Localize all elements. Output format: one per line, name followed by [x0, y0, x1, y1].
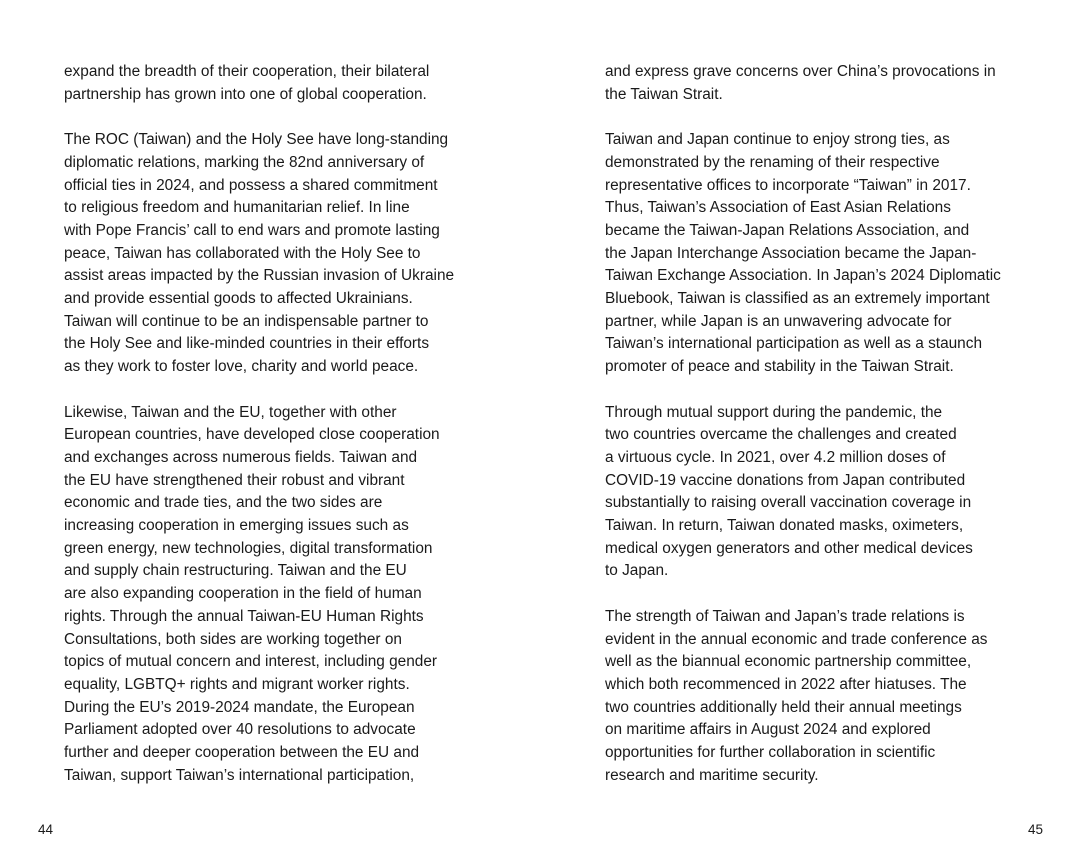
text-line: green energy, new technologies, digital transformation [64, 539, 433, 557]
body-paragraph [64, 129, 484, 379]
left-text-column [64, 61, 484, 810]
text-line: promoter of peace and stability in the Taiwan Strait. [605, 358, 954, 376]
text-line: Taiwan. In return, Taiwan donated masks, oximeters, [605, 517, 964, 535]
text-line: Taiwan, support Taiwan’s international participation, [64, 766, 415, 784]
text-line: increasing cooperation in emerging issues such as [64, 517, 409, 535]
page-number-left: 44 [38, 822, 54, 837]
text-line: the Japan Interchange Association became the Japan- [605, 244, 977, 262]
text-line: opportunities for further collaboration in scientific [605, 744, 936, 762]
text-line: Thus, Taiwan’s Association of East Asian Relations [605, 199, 951, 217]
text-line: The ROC (Taiwan) and the Holy See have long-standing [64, 131, 449, 149]
text-line: economic and trade ties, and the two sides are [64, 494, 383, 512]
text-line: Bluebook, Taiwan is classified as an extremely important [605, 290, 990, 308]
text-line: which both recommenced in 2022 after hiatuses. The [605, 675, 967, 693]
text-line: and express grave concerns over China’s provocations in [605, 63, 996, 80]
text-line: official ties in 2024, and possess a shared commitment [64, 176, 438, 194]
text-line: Consultations, both sides are working together on [64, 630, 402, 648]
text-line: the EU have strengthened their robust and vibrant [64, 471, 405, 489]
body-paragraph [64, 61, 484, 106]
text-line: COVID-19 vaccine donations from Japan contributed [605, 471, 966, 489]
body-paragraph [605, 402, 1045, 584]
text-line: well as the biannual economic partnership committee, [605, 653, 972, 671]
right-page [540, 0, 1080, 863]
text-line: to religious freedom and humanitarian relief. In line [64, 199, 410, 217]
text-line: Likewise, Taiwan and the EU, together with other [64, 403, 397, 421]
text-line: substantially to raising overall vaccination coverage in [605, 494, 972, 512]
text-line: on maritime affairs in August 2024 and explored [605, 721, 931, 739]
text-line: Through mutual support during the pandemic, the [605, 403, 943, 421]
right-text-column [605, 61, 1045, 810]
page-number-right: 45 [1027, 822, 1043, 837]
text-line: became the Taiwan-Japan Relations Association, and [605, 221, 970, 239]
text-line: to Japan. [605, 562, 669, 580]
body-paragraph [605, 606, 1045, 788]
text-line: Taiwan Exchange Association. In Japan’s 2024 Diplomatic [605, 267, 1001, 285]
text-line: with Pope Francis’ call to end wars and promote lasting [64, 221, 440, 239]
text-line: Taiwan’s international participation as well as a staunch [605, 335, 983, 353]
body-paragraph [605, 129, 1045, 379]
text-line: Parliament adopted over 40 resolutions to advocate [64, 721, 416, 739]
text-line: research and maritime security. [605, 766, 819, 784]
text-line: and provide essential goods to affected Ukrainians. [64, 290, 413, 308]
text-line: rights. Through the annual Taiwan-EU Human Rights [64, 607, 424, 625]
text-line: partner, while Japan is an unwavering advocate for [605, 312, 952, 330]
text-line: and supply chain restructuring. Taiwan and the EU [64, 562, 407, 580]
text-line: as they work to foster love, charity and world peace. [64, 358, 419, 376]
text-line: peace, Taiwan has collaborated with the Holy See to [64, 244, 421, 262]
body-paragraph [64, 402, 484, 788]
text-line: During the EU’s 2019-2024 mandate, the European [64, 698, 415, 716]
text-line: the Holy See and like-minded countries in their efforts [64, 335, 430, 353]
text-line: partnership has grown into one of global cooperation. [64, 85, 427, 103]
text-line: The strength of Taiwan and Japan’s trade relations is [605, 607, 965, 625]
text-line: Taiwan and Japan continue to enjoy strong ties, as [605, 131, 950, 149]
text-line: representative offices to incorporate “Taiwan” in 2017. [605, 176, 971, 194]
text-line: medical oxygen generators and other medical devices [605, 539, 973, 557]
text-line: evident in the annual economic and trade conference as [605, 630, 988, 648]
text-line: further and deeper cooperation between the EU and [64, 744, 420, 762]
text-line: European countries, have developed close cooperation [64, 426, 440, 444]
text-line: topics of mutual concern and interest, including gender [64, 653, 438, 671]
text-line: and exchanges across numerous fields. Taiwan and [64, 448, 418, 466]
text-line: two countries additionally held their annual meetings [605, 698, 962, 716]
text-line: Taiwan will continue to be an indispensable partner to [64, 312, 429, 330]
text-line: assist areas impacted by the Russian invasion of Ukraine [64, 267, 455, 285]
text-line: expand the breadth of their cooperation, their bilateral [64, 63, 430, 80]
text-line: are also expanding cooperation in the field of human [64, 585, 422, 603]
text-line: two countries overcame the challenges and created [605, 426, 957, 444]
text-line: diplomatic relations, marking the 82nd anniversary of [64, 153, 425, 171]
text-line: the Taiwan Strait. [605, 85, 723, 103]
text-line: demonstrated by the renaming of their respective [605, 153, 940, 171]
text-line: a virtuous cycle. In 2021, over 4.2 million doses of [605, 448, 946, 466]
text-line: equality, LGBTQ+ rights and migrant worker rights. [64, 675, 410, 693]
body-paragraph [605, 61, 1045, 106]
